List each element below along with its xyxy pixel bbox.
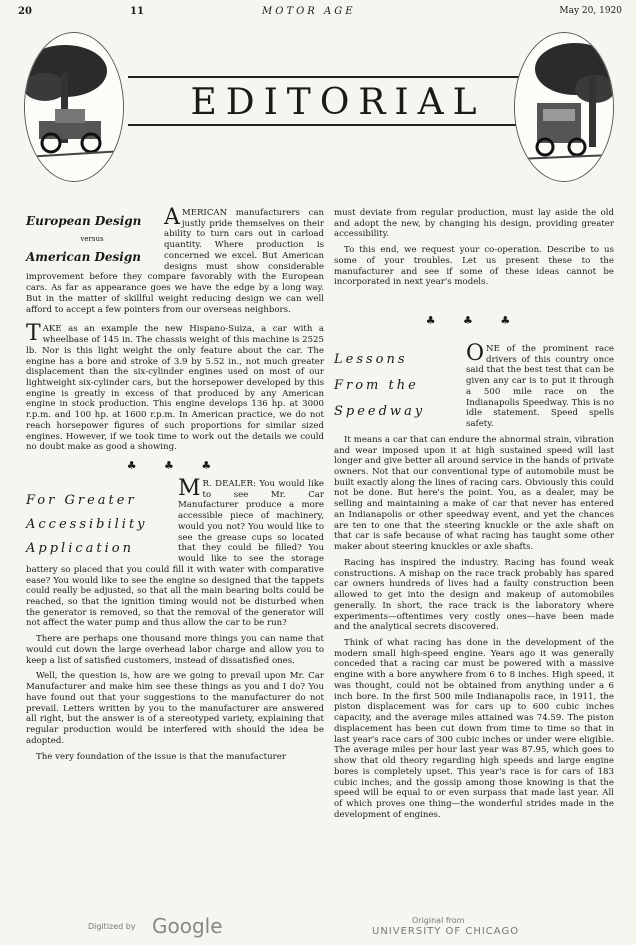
article-speedway [334,340,614,821]
paragraph: There are perhaps one thousand more things you can name that would cut down the large overhead labor charge and allow you to keep a list of satisfied customers, instead of dissatisfied ones. [26,634,324,666]
paragraph: The very foundation of the issue is that the manufacturer [36,751,286,762]
car-under-tree-illustration [24,32,124,182]
digitized-by-label: Digitized by [88,922,136,931]
drop-cap: M [178,475,201,501]
issue-date: May 20, 1920 [559,6,622,16]
article-accessibility [26,475,324,762]
paragraph-text: MERICAN manufacturers can justly pride themselves on their ability to turn cars out in carload quantity. Where production is concerned we excel. But American designs must show considerable improvement before they compare favorably with the European cars. As far as appearance goes we have the edge by a long way. But in the matter of skillful weight reducing design we can well afford to accept a few pointers from our overseas neighbors. [26,208,324,315]
article-heading [26,214,158,265]
ornament-divider: ♣ ♣ ♣ [425,314,523,328]
heading-line: Lessons [334,351,408,367]
heading-line: From the [334,378,419,394]
left-column [26,205,324,767]
paragraph: Racing has inspired the industry. Racing has found weak constructions. A mishap on the race track probably has spared car owners hundreds of lives had a faulty construction been allowed to get into the design and makeup of automobiles generally. In short, the race track is the laboratory where experiments—oftentimes very costly ones—have been made and the analytical secrets discovered. [334,557,614,633]
paragraph: To this end, we request your co-operation. Describe to us some of your troubles. Let us present these to the manufacturer and see if some of these ideas cannot be incorporated in next year's models. [334,245,614,288]
heading-versus: versus [80,235,104,243]
paragraph: must deviate from regular production, must lay aside the old and adopt the new, by changing his design, providing greater accessibility. [334,208,614,240]
paragraph-text: AKE as an example the new Hispano-Suiza, a car with a wheelbase of 145 in. The chassis weight of this machine is 2525 lb. Nor is this light weight the only feature about the car. The engine has a bore and stroke of 3.9 by 5.52 in., not much greater displacement than the six-cylinder engines used on most of our lightweight six-cylinder cars, but the horsepower developed by this engine is greatly in excess of that produced by any American engine in stock production. This engine develops 136 hp. at 3000 r.p.m. and 100 hp. at 1600 r.p.m. In American practice, we do not reach horsepower figures of such proportions for similar sized engines. However, if we took time to work out the details we could no doubt make as good a showing. [26,324,324,453]
heading-line: Application [26,541,134,557]
google-logo: Google [152,914,223,938]
paragraph [26,320,324,453]
digitization-footer [0,916,636,940]
editorial-title: EDITORIAL [190,82,486,123]
university-label: UNIVERSITY OF CHICAGO [372,926,520,937]
heading-line: Speedway [334,404,426,420]
ornament-divider: ♣ ♣ ♣ [126,459,224,473]
page-header [0,6,636,20]
original-from-label: Original from [412,916,465,925]
heading-line: Accessibility [26,517,148,533]
drop-cap: T [26,321,41,347]
editorial-banner [24,32,620,182]
heading-line: For Greater [26,492,137,508]
right-column [334,208,614,825]
article-heading [334,352,462,421]
banner-rule-bottom [128,124,548,126]
truck-under-tree-illustration [514,32,614,182]
page-number: 20 [18,6,32,17]
heading-line: European Design [26,214,142,228]
paragraph-text: R. DEALER: You would like to see Mr. Car Manufacturer produce a more accessible piece of machinery, would you not? You would like to see the grease cups so located that they could be filled? You would like to see the storage battery so placed that you could fill it with water with comparative ease? You would like to see the engine so designed that the tappets could really be adjusted, so that all the main bearing bolts could be reached, so that the ignition timing would not be disturbed when the generator is removed, so that the removal of the generator will not affect the water pump and thus allow the car to be run? [26,478,324,629]
paragraph: It means a car that can endure the abnormal strain, vibration and wear imposed upon it at high sustained speed will last longer and give better all around service in the hands of private owners. Not that our conventional type of automobile must be built exactly along the lines of racing cars. Obviously this could not be done. But here's the point. You, as a dealer, may be selling and maintaining a make of car that never has entered an Indianapolis or other speedway event, and yet the chances are ten to one that the steering knuckle or the axle shaft on that car is safe because of what racing has taught some other maker about steering knuckles or axle shafts. [334,434,614,553]
article-european-design [26,205,324,453]
section-mark: 11 [130,6,144,17]
magazine-title: MOTOR AGE [262,6,356,17]
drop-cap: A [164,205,180,230]
paragraph: Well, the question is, how are we going to prevail upon Mr. Car Manufacturer and make him see these things as you and I do? You have found out that your suggestions to the manufacturer do not prevail. Letters written by you to the manufacturer are answered all right, but the answer is of a stereotyped variety, explaining that regular production would be interfered with should the idea be adopted. [26,671,324,746]
paragraph-text: NE of the prominent race drivers of this country once said that the best test that can be given any car is to put it through a 500 mile race on the Indianapolis Speedway. This is no idle statement. Speed spells safety. [466,343,614,430]
article-heading [26,493,174,558]
paragraph: Think of what racing has done in the development of the modern small high-speed engine. Years ago it was generally conceded that a racing car must be powered with a massive engine with a bore anywhere from 6 to 8 inches. High speed, it was thought, could not be obtained from anything under a 6 inch bore. In the first 500 mile Indianapolis race, in 1911, the piston displacement was for cars up to 600 cubic inches capacity, and the average miles attained was 74.59. The piston displacement has been cut down from time to time so that in last year's race cars of 300 cubic inches or under were eligible. The average miles per hour last year was 87.95, which goes to show that old theory regarding high speeds and large engine bores is completely upset. This year's race is for cars of 183 cubic inches, and the gossip among those knowing is that the speed will be equal to or even surpass that made last year. All of which proves one thing—the wonderful strides made in the development of engines. [334,637,614,820]
banner-rule-top [128,76,548,78]
heading-line: American Design [26,249,141,264]
drop-cap: O [466,340,485,366]
